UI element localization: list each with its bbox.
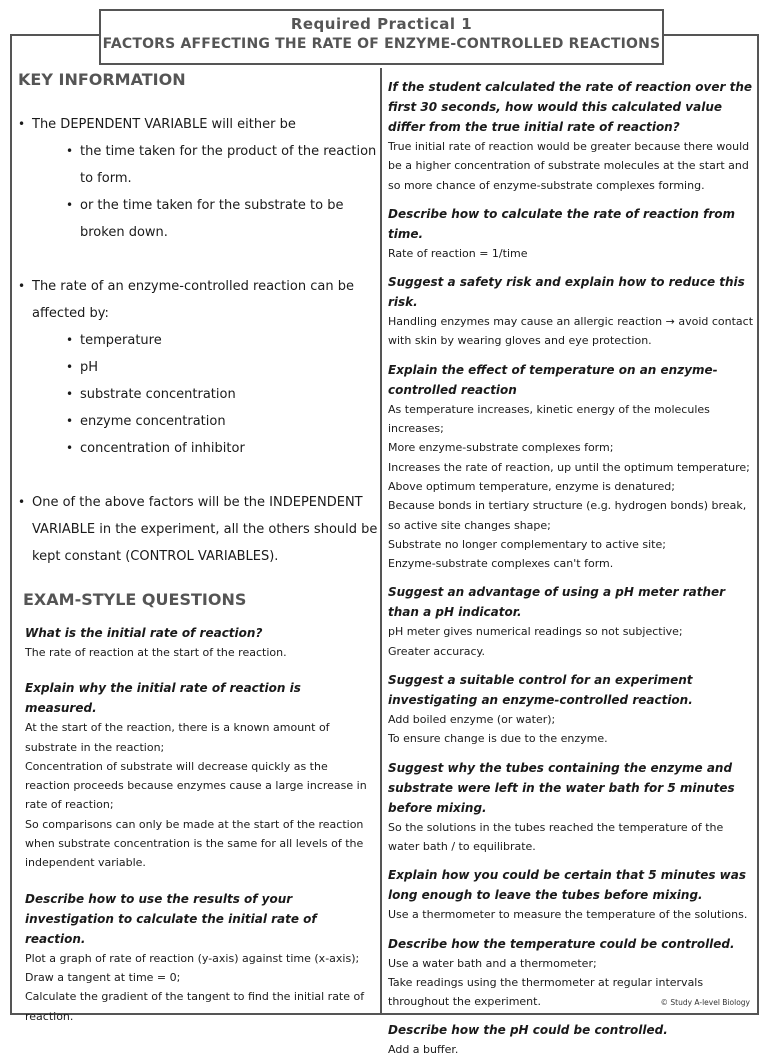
answer-text: Because bonds in tertiary structure (e.g. hydrogen bonds) break, so active site changes shape; xyxy=(388,499,747,532)
key-info-heading: KEY INFORMATION xyxy=(18,70,186,89)
question-text: Explain why the initial rate of reaction is measured. xyxy=(25,681,301,716)
independent-variable-bullet: • One of the above factors will be the INDEPENDENT VARIABLE in the experiment, all the others should be kept constant (CONTROL VARIABLES). xyxy=(18,489,378,570)
factor-item: • temperature xyxy=(18,327,378,354)
exam-question-block xyxy=(388,670,754,749)
question-text: If the student calculated the rate of reaction over the first 30 seconds, how would this calculated value differ from the true initial rate of reaction? xyxy=(388,80,753,134)
question-text: Describe how to calculate the rate of reaction from time. xyxy=(388,206,736,241)
question-text: Describe how to use the results of your investigation to calculate the initial rate of reaction. xyxy=(25,891,317,946)
question-text: Suggest an advantage of using a pH meter rather than a pH indicator. xyxy=(388,585,726,620)
right-column xyxy=(388,77,754,1060)
answer-text: To ensure change is due to the enzyme. xyxy=(388,732,608,746)
answer-text: Handling enzymes may cause an allergic reaction → avoid contact with skin by wearing gloves and eye protection. xyxy=(388,315,754,348)
answer-text: More enzyme-substrate complexes form; xyxy=(388,441,614,455)
copyright-notice: © Study A-level Biology xyxy=(660,998,750,1007)
practical-title: Required Practical 1 xyxy=(290,15,473,33)
exam-question-block xyxy=(388,360,754,574)
answer-text: pH meter gives numerical readings so not subjective; xyxy=(388,625,683,639)
exam-question-block xyxy=(25,623,376,662)
exam-question-block xyxy=(388,582,754,661)
answer-text: Increases the rate of reaction, up until the optimum temperature; xyxy=(388,460,750,474)
question-text: Suggest a suitable control for an experiment investigating an enzyme-controlled reaction. xyxy=(388,673,693,708)
answer-text: Use a water bath and a thermometer; xyxy=(388,956,597,970)
answer-text: Plot a graph of rate of reaction (y-axis) against time (x-axis); xyxy=(25,951,360,965)
exam-question-block xyxy=(25,889,376,1026)
factor-item: • enzyme concentration xyxy=(18,408,378,435)
answer-text: Rate of reaction = 1/time xyxy=(388,246,528,260)
practical-subtitle: FACTORS AFFECTING THE RATE OF ENZYME-CONTROLLED REACTIONS xyxy=(102,36,661,52)
exam-question-block xyxy=(388,1020,754,1059)
question-text: Suggest a safety risk and explain how to reduce this risk. xyxy=(388,275,745,310)
answer-text: True initial rate of reaction would be greater because there would be a higher concentration of substrate molecules at the start and so more chance of enzyme-substrate complexes forming. xyxy=(388,140,750,192)
title-box xyxy=(99,9,664,65)
question-text: What is the initial rate of reaction? xyxy=(25,626,263,640)
answer-text: So comparisons can only be made at the start of the reaction when substrate concentration is the same for all levels of the independent variable. xyxy=(25,817,364,870)
column-divider xyxy=(380,68,382,1014)
answer-text: Add a buffer. xyxy=(388,1043,459,1057)
question-text: Explain how you could be certain that 5 minutes was long enough to leave the tubes before mixing. xyxy=(388,868,746,903)
exam-question-block xyxy=(388,272,754,351)
answer-text: Greater accuracy. xyxy=(388,644,485,658)
question-text: Suggest why the tubes containing the enzyme and substrate were left in the water bath for 5 minutes before mixing. xyxy=(388,760,735,815)
answer-text: Add boiled enzyme (or water); xyxy=(388,713,556,727)
exam-question-block xyxy=(388,77,754,195)
dependent-option-1: • the time taken for the product of the reaction to form. xyxy=(18,138,378,192)
answer-text: As temperature increases, kinetic energy of the molecules increases; xyxy=(388,402,710,436)
exam-questions-heading: EXAM-STYLE QUESTIONS xyxy=(23,590,247,609)
answer-text: Draw a tangent at time = 0; xyxy=(25,970,181,984)
answer-text: Use a thermometer to measure the temperature of the solutions. xyxy=(388,908,748,922)
factors-bullet: • The rate of an enzyme-controlled reaction can be affected by: xyxy=(18,273,378,327)
exam-question-block xyxy=(388,758,754,857)
exam-question-block xyxy=(25,678,376,872)
dependent-variable-bullet: • The DEPENDENT VARIABLE will either be xyxy=(18,111,378,138)
question-text: Describe how the temperature could be controlled. xyxy=(388,936,735,951)
dependent-option-2: • or the time taken for the substrate to be broken down. xyxy=(18,192,378,246)
answer-text: Take readings using the thermometer at regular intervals throughout the experiment. xyxy=(388,975,704,1009)
question-text: Describe how the pH could be controlled. xyxy=(388,1023,668,1038)
answer-text: Concentration of substrate will decrease quickly as the reaction proceeds because enzymes cause a large increase in rate of reaction; xyxy=(25,759,367,812)
answer-text: Enzyme-substrate complexes can't form. xyxy=(388,557,614,571)
exam-question-block xyxy=(388,865,754,924)
factor-item: • pH xyxy=(18,354,378,381)
answer-text: At the start of the reaction, there is a known amount of substrate in the reaction; xyxy=(25,721,330,754)
question-text: Explain the effect of temperature on an enzyme-controlled reaction xyxy=(388,362,718,397)
answer-text: Calculate the gradient of the tangent to find the initial rate of reaction. xyxy=(25,990,365,1023)
answer-text: The rate of reaction at the start of the reaction. xyxy=(25,646,287,659)
exam-question-block xyxy=(388,204,754,263)
answer-text: Substrate no longer complementary to active site; xyxy=(388,537,666,551)
factor-item: • concentration of inhibitor xyxy=(18,435,378,462)
factor-item: • substrate concentration xyxy=(18,381,378,408)
left-column xyxy=(18,70,378,1026)
answer-text: So the solutions in the tubes reached the temperature of the water bath / to equilibrate. xyxy=(388,820,724,853)
answer-text: Above optimum temperature, enzyme is denatured; xyxy=(388,479,675,493)
